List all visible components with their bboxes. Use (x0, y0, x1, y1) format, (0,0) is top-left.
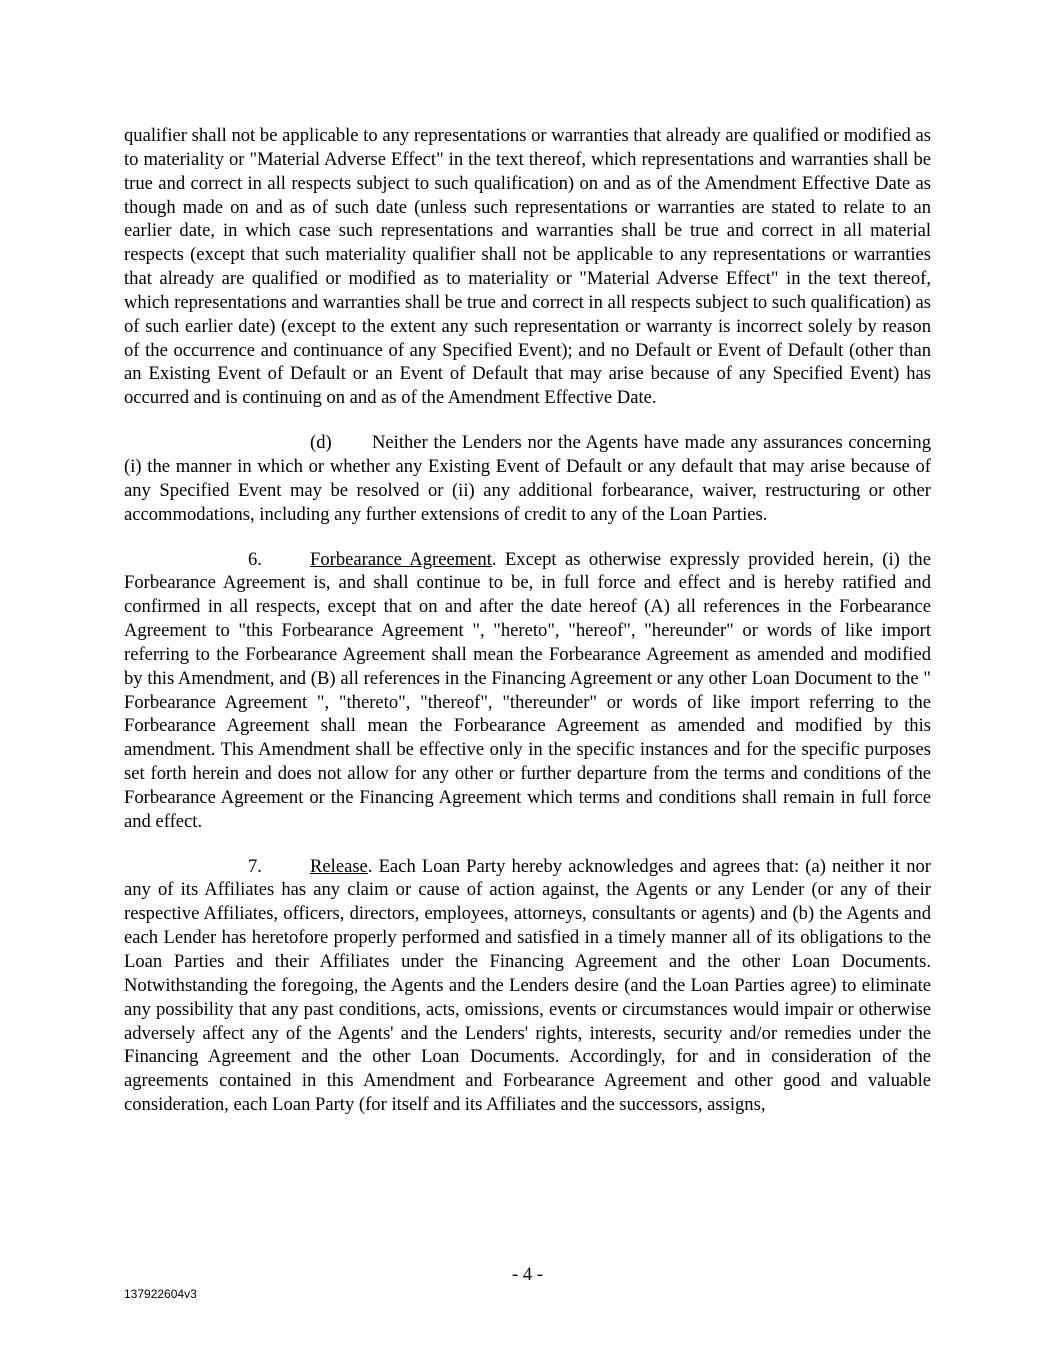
document-body (124, 124, 931, 1117)
page-number: - 4 - (512, 1264, 543, 1285)
paragraph-spacer (124, 527, 931, 548)
subsection-label: (d) (310, 432, 332, 454)
subsection-text: Neither the Lenders nor the Agents have made any assurances concerning (i) the manner in which or whether any Existing Event of Default or any default that may arise because of any Specified Event may be resolved or (ii) any additional forbearance, waiver, restructuring or other accommodations, including any further extensions of credit to any of the Loan Parties. (124, 432, 931, 525)
section-text: . Except as otherwise expressly provided herein, (i) the Forbearance Agreement is, and shall continue to be, in full force and effect and is hereby ratified and confirmed in all respects, except that on and after the date hereof (A) all references in the Forbearance Agreement to "this Forbearance Agreement ", "hereto", "hereof", "hereunder" or words of like import referring to the Forbearance Agreement shall mean the Forbearance Agreement as amended and modified by this Amendment, and (B) all references in the Financing Agreement or any other Loan Document to the " Forbearance Agreement ", "thereto", "thereof", "thereunder" or words of like import referring to the Forbearance Agreement shall mean the Forbearance Agreement as amended and modified by this amendment. This Amendment shall be effective only in the specific instances and for the specific purposes set forth herein and does not allow for any other or further departure from the terms and conditions of the Forbearance Agreement or the Financing Agreement which terms and conditions shall remain in full force and effect. (124, 548, 931, 832)
paragraph-spacer (124, 410, 931, 431)
subsection-d (124, 431, 931, 526)
document-id: 137922604v3 (124, 1287, 197, 1301)
section-6 (124, 548, 931, 834)
paragraph-spacer (124, 834, 931, 855)
section-7 (124, 855, 931, 1117)
section-heading: Release (310, 855, 368, 877)
continuation-paragraph: qualifier shall not be applicable to any representations or warranties that already are qualified or modified as to materiality or "Material Adverse Effect" in the text thereof, which representations and warranties shall be true and correct in all respects subject to such qualification) on and as of the Amendment Effective Date as though made on and as of such date (unless such representations or warranties are stated to relate to an earlier date, in which case such representations and warranties shall be true and correct in all material respects (except that such materiality qualifier shall not be applicable to any representations or warranties that already are qualified or modified as to materiality or "Material Adverse Effect" in the text thereof, which representations and warranties shall be true and correct in all respects subject to such qualification) as of such earlier date) (except to the extent any such representation or warranty is incorrect solely by reason of the occurrence and continuance of any Specified Event); and no Default or Event of Default (other than an Existing Event of Default or an Event of Default that may arise because of any Specified Event) has occurred and is continuing on and as of the Amendment Effective Date. (124, 125, 931, 409)
section-heading: Forbearance Agreement (310, 548, 492, 570)
section-text: . Each Loan Party hereby acknowledges and agrees that: (a) neither it nor any of its Affiliates has any claim or cause of action against, the Agents or any Lender (or any of their respective Affiliates, officers, directors, employees, attorneys, consultants or agents) and (b) the Agents and each Lender has heretofore properly performed and satisfied in a timely manner all of its obligations to the Loan Parties and their Affiliates under the Financing Agreement and the other Loan Documents. Notwithstanding the foregoing, the Agents and the Lenders desire (and the Loan Parties agree) to eliminate any possibility that any past conditions, acts, omissions, events or circumstances would impair or otherwise adversely affect any of the Agents' and the Lenders' rights, interests, security and/or remedies under the Financing Agreement and the other Loan Documents. Accordingly, for and in consideration of the agreements contained in this Amendment and Forbearance Agreement and other good and valuable consideration, each Loan Party (for itself and its Affiliates and the successors, assigns, (124, 855, 931, 1116)
section-number: 6. (248, 548, 262, 570)
section-number: 7. (248, 855, 262, 877)
